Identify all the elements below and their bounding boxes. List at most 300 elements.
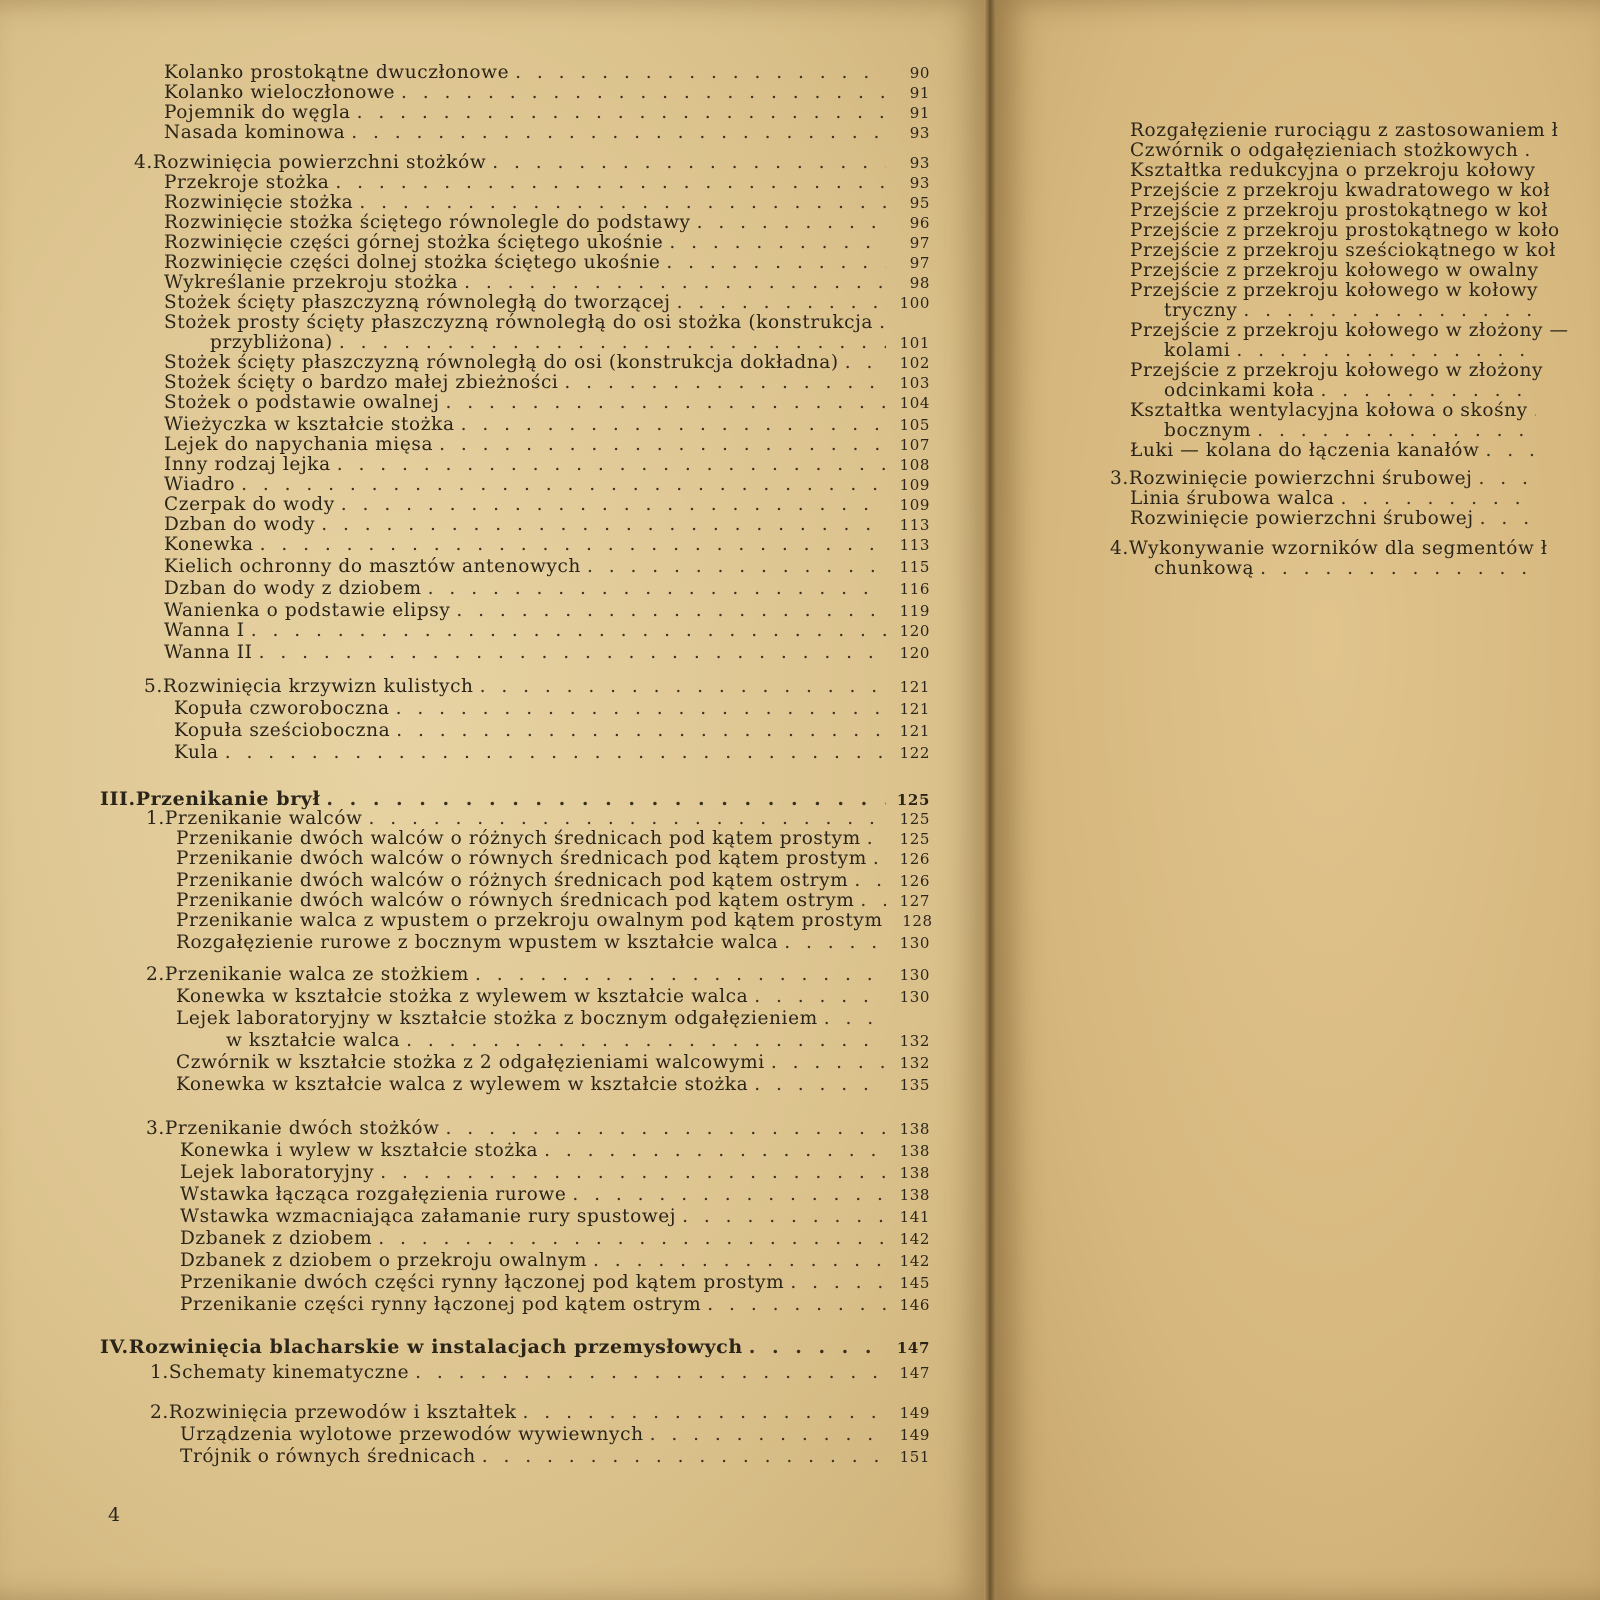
left-toc-entry: [100, 676, 930, 698]
dot-leader: [369, 808, 887, 830]
entry-page-number: 95: [909, 194, 930, 212]
entry-title: Przejście z przekroju kołowego w owalny: [1130, 260, 1539, 281]
entry-title: Rozwinięcia przewodów i kształtek: [168, 1402, 517, 1423]
entry-title: Linia śrubowa walca: [1130, 488, 1335, 509]
entry-number: 1.: [146, 808, 165, 829]
dot-leader: [1260, 558, 1536, 580]
entry-title: Wykonywanie wzorników dla segmentów ł: [1128, 538, 1548, 559]
dot-leader: [1485, 440, 1536, 462]
left-toc-entry: [100, 352, 930, 374]
entry-title: Dzbanek z dziobem o przekroju owalnym: [180, 1250, 588, 1271]
entry-page-number: 128: [902, 912, 933, 930]
entry-title: Przenikanie dwóch walców o równych średnicach pod kątem prostym: [176, 848, 867, 869]
left-toc-entry: [100, 742, 930, 764]
entry-page-number: 98: [909, 274, 930, 292]
entry-title: Przenikanie części rynny łączonej pod kątem ostrym: [180, 1294, 702, 1315]
entry-title: Dzbanek z dziobem: [180, 1228, 373, 1249]
dot-leader: [682, 1206, 886, 1228]
dot-leader: [650, 1424, 886, 1446]
entry-title: Wieżyczka w kształcie stożka: [164, 414, 455, 435]
entry-title: Kopuła czworoboczna: [174, 698, 390, 719]
left-toc-entry: [100, 1184, 930, 1206]
dot-leader: [1480, 508, 1536, 530]
left-toc-entry: [100, 122, 930, 144]
entry-title: Trójnik o równych średnicach: [180, 1446, 476, 1467]
entry-title: Czwórnik w kształcie stożka z 2 odgałęzieniami walcowymi: [176, 1052, 765, 1073]
dot-leader: [339, 332, 886, 354]
left-toc-entry: [100, 434, 930, 456]
dot-leader: [359, 192, 886, 214]
entry-page-number: 141: [899, 1208, 930, 1226]
dot-leader: [1479, 468, 1536, 490]
dot-leader: [854, 870, 886, 892]
dot-leader: [867, 828, 886, 850]
entry-page-number: 120: [899, 644, 930, 662]
left-toc-entry: [100, 698, 930, 720]
left-toc-entry: [100, 332, 930, 354]
dot-leader: [544, 1140, 886, 1162]
left-toc-entry: [100, 474, 930, 496]
right-toc-entry: [1110, 558, 1580, 580]
dot-leader: [482, 1446, 886, 1468]
entry-page-number: 147: [899, 1364, 930, 1382]
entry-page-number: 100: [899, 294, 930, 312]
dot-leader: [480, 676, 886, 698]
right-toc-entry: [1110, 160, 1580, 182]
dot-leader: [351, 122, 886, 144]
entry-page-number: 101: [899, 334, 930, 352]
dot-leader: [515, 62, 886, 84]
entry-title: Przenikanie dwóch walców o równych średnicach pod kątem ostrym: [176, 890, 855, 911]
left-toc-entry: [100, 82, 930, 104]
right-toc-entry: [1110, 120, 1580, 142]
left-toc-entry: [100, 932, 930, 954]
entry-title: Dzban do wody: [164, 514, 316, 535]
left-toc-entry: [100, 232, 930, 254]
dot-leader: [415, 1362, 886, 1384]
right-toc-entry: [1110, 360, 1580, 382]
left-toc-entry: [100, 910, 933, 932]
left-toc-entry: [100, 372, 930, 394]
right-toc-entry: [1110, 200, 1580, 222]
dot-leader: [754, 1074, 886, 1096]
entry-page-number: 93: [909, 174, 930, 192]
entry-title: Urządzenia wylotowe przewodów wywiewnych: [180, 1424, 644, 1445]
entry-page-number: 113: [899, 536, 930, 554]
right-toc-entry: [1110, 320, 1580, 342]
entry-title: kolami: [1164, 340, 1231, 361]
entry-title: Przenikanie brył: [135, 788, 321, 810]
entry-title: Kolanko prostokątne dwuczłonowe: [164, 62, 510, 83]
dot-leader: [860, 890, 886, 912]
entry-title: Rozgałęzienie rurociągu z zastosowaniem ł: [1130, 120, 1559, 141]
entry-page-number: 103: [899, 374, 930, 392]
entry-page-number: 138: [899, 1164, 930, 1182]
entry-page-number: 108: [899, 456, 930, 474]
entry-number: 5.: [144, 676, 163, 697]
right-toc-entry: [1110, 220, 1580, 242]
dot-leader: [593, 1250, 886, 1272]
dot-leader: [523, 1402, 886, 1424]
entry-title: tryczny: [1164, 300, 1238, 321]
page-number: 4: [108, 1504, 121, 1526]
right-toc-entry: [1110, 508, 1580, 530]
entry-title: Przenikanie dwóch walców o różnych średnicach pod kątem ostrym: [176, 870, 849, 891]
entry-title: Stożek o podstawie owalnej: [164, 392, 440, 413]
left-toc-entry: [100, 986, 930, 1008]
entry-title: Stożek ścięty o bardzo małej zbieżności: [164, 372, 559, 393]
dot-leader: [251, 620, 886, 642]
entry-title: Przenikanie walca z wpustem o przekroju owalnym pod kątem prostym: [176, 910, 883, 931]
entry-title: Przenikanie dwóch walców o różnych średnicach pod kątem prostym: [176, 828, 861, 849]
entry-page-number: 115: [899, 558, 930, 576]
entry-title: Czerpak do wody: [164, 494, 335, 515]
left-toc-entry: [100, 1206, 930, 1228]
entry-page-number: 120: [899, 622, 930, 640]
entry-title: Przejście z przekroju kołowego w kołowy: [1130, 280, 1539, 301]
left-toc-entry: [100, 1030, 930, 1052]
left-toc-entry: [100, 1336, 930, 1359]
dot-leader: [335, 172, 886, 194]
left-toc-entry: [100, 454, 930, 476]
left-toc-entry: [100, 808, 930, 830]
entry-title: Stożek ścięty płaszczyzną równoległą do tworzącej: [164, 292, 671, 313]
right-toc-entry: [1110, 420, 1580, 442]
entry-page-number: 97: [909, 234, 930, 252]
entry-title: Konewka w kształcie walca z wylewem w kształcie stożka: [176, 1074, 749, 1095]
right-toc-entry: [1110, 488, 1580, 510]
left-toc-entry: [100, 600, 930, 622]
entry-title: Przenikanie dwóch części rynny łączonej pod kątem prostym: [180, 1272, 785, 1293]
entry-page-number: 90: [909, 64, 930, 82]
entry-page-number: 125: [896, 791, 930, 809]
entry-page-number: 93: [909, 124, 930, 142]
entry-page-number: 96: [909, 214, 930, 232]
dot-leader: [464, 272, 886, 294]
entry-number: 2.: [150, 1402, 169, 1423]
entry-title: Przejście z przekroju sześciokątnego w koł: [1130, 240, 1556, 261]
dot-leader: [771, 1052, 886, 1074]
entry-title: Inny rodzaj lejka: [164, 454, 331, 475]
entry-page-number: 121: [899, 722, 930, 740]
left-toc-entry: [100, 964, 930, 986]
left-toc-entry: [100, 312, 930, 334]
entry-title: Przejście z przekroju prostokątnego w koło: [1130, 220, 1560, 241]
entry-title: Schematy kinematyczne: [168, 1362, 410, 1383]
dot-leader: [378, 1228, 886, 1250]
dot-leader: [784, 932, 886, 954]
left-toc-entry: [100, 62, 930, 84]
dot-leader: [341, 494, 886, 516]
entry-page-number: 109: [899, 496, 930, 514]
entry-number: 3.: [146, 1118, 165, 1139]
entry-page-number: 122: [899, 744, 930, 762]
dot-leader: [406, 1030, 886, 1052]
entry-title: Wanna I: [164, 620, 245, 641]
left-toc-entry: [100, 720, 930, 742]
left-toc-entry: [100, 272, 930, 294]
entry-title: Rozwinięcie stożka ściętego równolegle do podstawy: [164, 212, 691, 233]
entry-title: Przenikanie walców: [164, 808, 363, 829]
entry-page-number: 149: [899, 1404, 930, 1422]
entry-title: Wanienka o podstawie elipsy: [164, 600, 451, 621]
left-toc-entry: [100, 514, 930, 536]
left-toc-entry: [100, 534, 930, 556]
entry-title: Lejek do napychania mięsa: [164, 434, 434, 455]
entry-title: Konewka w kształcie stożka z wylewem w kształcie walca: [176, 986, 749, 1007]
entry-title: Przejście z przekroju kołowego w złożony —: [1130, 320, 1569, 341]
left-toc-entry: [100, 252, 930, 274]
dot-leader: [564, 372, 886, 394]
entry-title: Przejście z przekroju kołowego w złożony: [1130, 360, 1544, 381]
entry-page-number: 91: [909, 84, 930, 102]
entry-title: Konewka: [164, 534, 254, 555]
dot-leader: [707, 1294, 886, 1316]
entry-title: chunkową: [1154, 558, 1255, 579]
dot-leader: [446, 1118, 886, 1140]
entry-title: Pojemnik do węgla: [164, 102, 351, 123]
entry-page-number: 126: [899, 872, 930, 890]
dot-leader: [845, 352, 886, 374]
entry-page-number: 149: [899, 1426, 930, 1444]
dot-leader: [677, 292, 886, 314]
entry-title: przybliżona): [210, 332, 333, 353]
dot-leader: [380, 1162, 886, 1184]
dot-leader: [1236, 340, 1536, 362]
entry-page-number: 138: [899, 1120, 930, 1138]
entry-number: IV.: [100, 1336, 129, 1358]
entry-title: Konewka i wylew w kształcie stożka: [180, 1140, 539, 1161]
entry-page-number: 104: [899, 394, 930, 412]
entry-page-number: 109: [899, 476, 930, 494]
left-toc-entry: [100, 292, 930, 314]
dot-leader: [1321, 380, 1536, 402]
entry-title: Rozgałęzienie rurowe z bocznym wpustem w kształcie walca: [176, 932, 779, 953]
left-toc-entry: [100, 1074, 930, 1096]
entry-page-number: 138: [899, 1142, 930, 1160]
entry-title: w kształcie walca: [226, 1030, 401, 1051]
entry-title: Nasada kominowa: [164, 122, 346, 143]
entry-title: Kula: [174, 742, 219, 763]
entry-page-number: 107: [899, 436, 930, 454]
entry-page-number: 126: [899, 850, 930, 868]
left-toc-entry: [100, 1008, 930, 1030]
entry-page-number: 105: [899, 416, 930, 434]
entry-title: Wstawka łącząca rozgałęzienia rurowe: [180, 1184, 567, 1205]
dot-leader: [1257, 420, 1536, 442]
left-toc-entry: [100, 172, 930, 194]
dot-leader: [873, 848, 886, 870]
entry-page-number: 113: [899, 516, 930, 534]
entry-page-number: 147: [896, 1339, 930, 1357]
left-toc-entry: [100, 578, 930, 600]
left-toc-entry: [100, 1402, 930, 1424]
entry-title: Rozwinięcia blacharskie w instalacjach przemysłowych: [128, 1336, 743, 1358]
dot-leader: [396, 720, 886, 742]
entry-title: bocznym: [1164, 420, 1252, 441]
entry-title: Stożek prosty ścięty płaszczyzną równoległą do osi stożka (konstrukcja: [164, 312, 874, 333]
dot-leader: [666, 252, 886, 274]
entry-page-number: 97: [909, 254, 930, 272]
left-toc-entry: [100, 848, 930, 870]
entry-page-number: 142: [899, 1252, 930, 1270]
right-toc-entry: [1110, 240, 1580, 262]
right-toc-entry: [1110, 140, 1580, 162]
dot-leader: [697, 212, 886, 234]
dot-leader: [1534, 400, 1536, 422]
entry-title: Przenikanie walca ze stożkiem: [164, 964, 470, 985]
left-toc-entry: [100, 556, 930, 578]
dot-leader: [321, 514, 886, 536]
dot-leader: [259, 642, 886, 664]
entry-title: Rozwinięcie części dolnej stożka ściętego ukośnie: [164, 252, 661, 273]
dot-leader: [439, 434, 886, 456]
entry-page-number: 125: [899, 830, 930, 848]
left-toc-entry: [100, 152, 930, 174]
dot-leader: [587, 556, 886, 578]
entry-page-number: 125: [899, 810, 930, 828]
entry-title: Przenikanie dwóch stożków: [164, 1118, 440, 1139]
entry-page-number: 130: [899, 934, 930, 952]
right-toc-entry: [1110, 440, 1580, 462]
left-toc-entry: [100, 1118, 930, 1140]
entry-number: 4.: [134, 152, 153, 173]
entry-title: Kopuła sześcioboczna: [174, 720, 391, 741]
dot-leader: [241, 474, 886, 496]
entry-number: 4.: [1110, 538, 1129, 559]
entry-page-number: 146: [899, 1296, 930, 1314]
entry-title: Wstawka wzmacniająca załamanie rury spustowej: [180, 1206, 677, 1227]
entry-page-number: 145: [899, 1274, 930, 1292]
dot-leader: [428, 578, 886, 600]
dot-leader: [326, 788, 886, 810]
left-toc-entry: [100, 1250, 930, 1272]
right-toc-entry: [1110, 280, 1580, 302]
right-toc-entry: [1110, 400, 1580, 422]
dot-leader: [790, 1272, 886, 1294]
entry-title: Kształtka wentylacyjna kołowa o skośny: [1130, 400, 1528, 421]
right-toc-entry: [1110, 538, 1580, 560]
left-toc-entry: [100, 392, 930, 414]
entry-title: Wanna II: [164, 642, 253, 663]
dot-leader: [456, 600, 886, 622]
entry-title: Kielich ochronny do masztów antenowych: [164, 556, 581, 577]
right-toc-entry: [1110, 180, 1580, 202]
left-toc-entry: [100, 212, 930, 234]
dot-leader: [446, 392, 886, 414]
left-toc-entry: [100, 102, 930, 124]
right-toc-entry: [1110, 340, 1580, 362]
entry-title: Rozwinięcie powierzchni śrubowej: [1128, 468, 1473, 489]
left-toc-entry: [100, 1424, 930, 1446]
dot-leader: [337, 454, 886, 476]
right-toc-entry: [1110, 300, 1580, 322]
entry-page-number: 121: [899, 700, 930, 718]
entry-title: Rozwinięcie powierzchni śrubowej: [1130, 508, 1474, 529]
entry-page-number: 121: [899, 678, 930, 696]
entry-page-number: 132: [899, 1054, 930, 1072]
entry-title: Lejek laboratoryjny: [180, 1162, 375, 1183]
dot-leader: [225, 742, 886, 764]
left-toc-entry: [100, 620, 930, 642]
left-toc-entry: [100, 828, 930, 850]
entry-title: Wiadro: [164, 474, 236, 495]
dot-leader: [461, 414, 886, 436]
entry-number: 2.: [146, 964, 165, 985]
book-gutter: [984, 0, 996, 1600]
left-toc-entry: [100, 1272, 930, 1294]
entry-number: III.: [100, 788, 136, 810]
entry-title: Łuki — kolana do łączenia kanałów: [1130, 440, 1480, 461]
entry-page-number: 132: [899, 1032, 930, 1050]
dot-leader: [1524, 140, 1536, 162]
entry-title: Przejście z przekroju kwadratowego w koł: [1130, 180, 1551, 201]
left-toc-entry: [100, 414, 930, 436]
entry-page-number: 142: [899, 1230, 930, 1248]
entry-title: Lejek laboratoryjny w kształcie stożka z bocznym odgałęzieniem: [176, 1008, 818, 1029]
dot-leader: [824, 1008, 886, 1030]
entry-title: Przekroje stożka: [164, 172, 330, 193]
entry-title: Kolanko wieloczłonowe: [164, 82, 395, 103]
left-toc-entry: [100, 494, 930, 516]
dot-leader: [492, 152, 886, 174]
entry-title: odcinkami koła: [1164, 380, 1315, 401]
dot-leader: [396, 698, 886, 720]
dot-leader: [879, 312, 886, 334]
dot-leader: [357, 102, 886, 124]
dot-leader: [260, 534, 886, 556]
left-toc-entry: [100, 1140, 930, 1162]
dot-leader: [1243, 300, 1536, 322]
dot-leader: [1341, 488, 1537, 510]
left-toc-entry: [100, 1052, 930, 1074]
left-toc-entry: [100, 870, 930, 892]
entry-page-number: 91: [909, 104, 930, 122]
dot-leader: [754, 986, 886, 1008]
right-toc-entry: [1110, 380, 1580, 402]
entry-title: Kształtka redukcyjna o przekroju kołowy: [1130, 160, 1536, 181]
entry-title: Rozwinięcie stożka: [164, 192, 354, 213]
entry-page-number: 127: [899, 892, 930, 910]
right-toc-entry: [1110, 260, 1580, 282]
entry-page-number: 130: [899, 966, 930, 984]
dot-leader: [749, 1336, 886, 1358]
entry-title: Rozwinięcie części górnej stożka ściętego ukośnie: [164, 232, 664, 253]
left-toc-entry: [100, 1162, 930, 1184]
entry-page-number: 119: [899, 602, 930, 620]
entry-title: Czwórnik o odgałęzieniach stożkowych: [1130, 140, 1519, 161]
dot-leader: [669, 232, 886, 254]
left-toc-entry: [100, 1362, 930, 1384]
entry-page-number: 151: [899, 1448, 930, 1466]
entry-title: Przejście z przekroju prostokątnego w koł: [1130, 200, 1549, 221]
entry-page-number: 102: [899, 354, 930, 372]
entry-number: 3.: [1110, 468, 1129, 489]
left-toc-entry: [100, 1294, 930, 1316]
left-toc-entry: [100, 890, 930, 912]
dot-leader: [475, 964, 886, 986]
entry-title: Rozwinięcia krzywizn kulistych: [162, 676, 474, 697]
entry-page-number: 135: [899, 1076, 930, 1094]
left-toc-entry: [100, 1446, 930, 1468]
entry-page-number: 116: [899, 580, 930, 598]
entry-page-number: 138: [899, 1186, 930, 1204]
dot-leader: [401, 82, 886, 104]
entry-title: Dzban do wody z dziobem: [164, 578, 422, 599]
entry-title: Stożek ścięty płaszczyzną równoległą do osi (konstrukcja dokładna): [164, 352, 839, 373]
right-toc-entry: [1110, 468, 1580, 490]
entry-number: 1.: [150, 1362, 169, 1383]
